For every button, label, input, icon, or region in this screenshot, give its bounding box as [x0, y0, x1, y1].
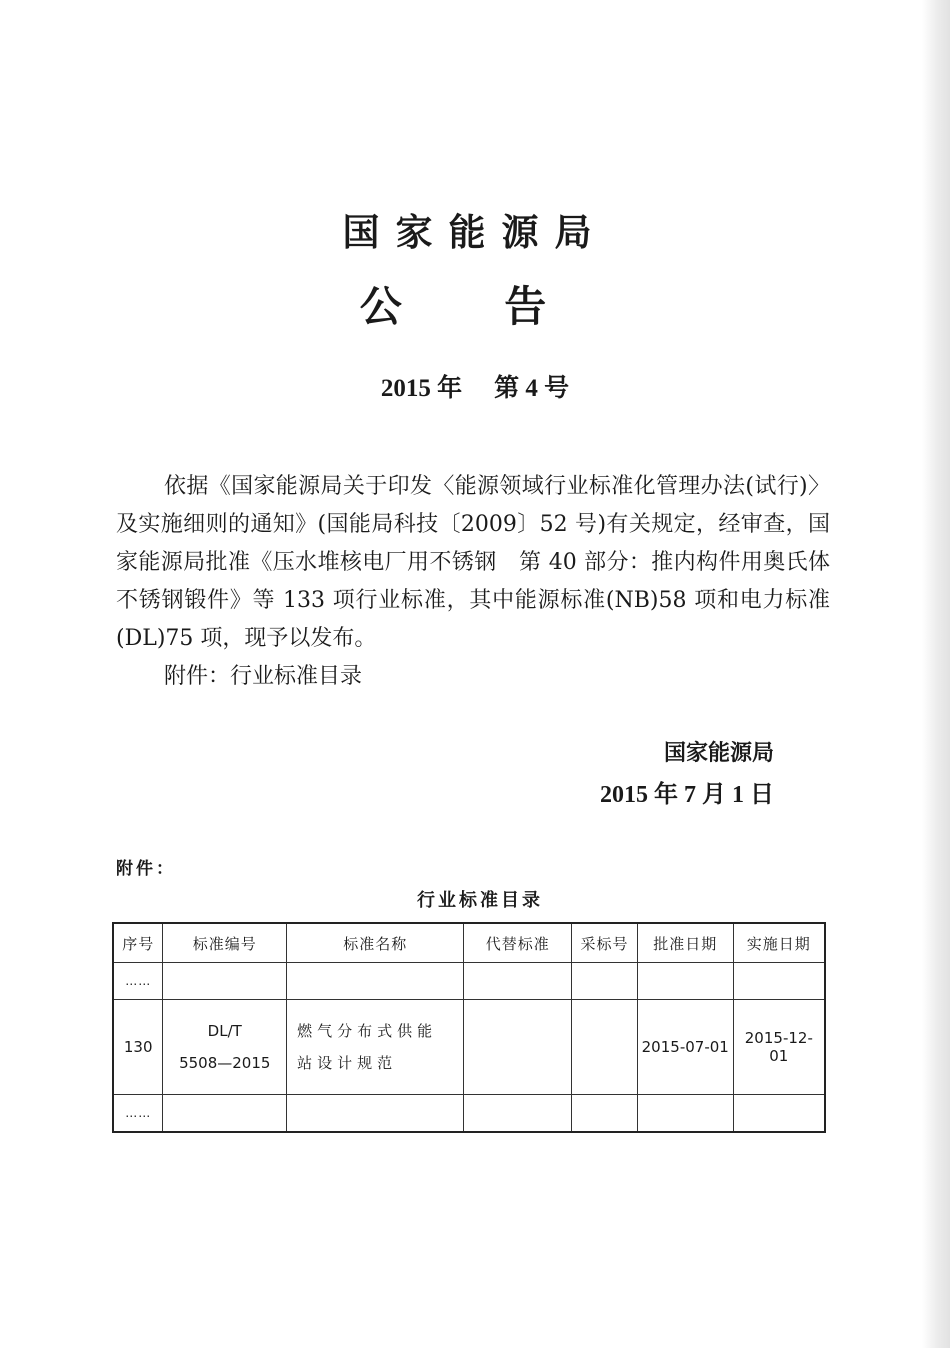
attachment-reference: 附件：行业标准目录: [164, 664, 363, 689]
document-number: [0, 368, 950, 404]
column-header: 标准编号: [163, 923, 287, 963]
document-issue-number: 第 4 号: [494, 375, 570, 402]
table-row: [113, 1000, 825, 1095]
standard-name-line1: 燃气分布式供能: [297, 1022, 438, 1040]
column-header: 采标号: [572, 923, 638, 963]
ellipsis-cell: ……: [113, 1095, 163, 1133]
column-header: 批准日期: [637, 923, 733, 963]
announcement-paragraph: 依据《国家能源局关于印发〈能源领域行业标准化管理办法(试行)〉及实施细则的通知》(国能局科技〔2009〕52 号)有关规定，经审查，国家能源局批准《压水堆核电厂用不锈钢 第 40 部分：推内构件用奥氏体不锈钢锻件》等 133 项行业标准，其中能源标准(NB)58 项和电力标准(DL)75 项，现予以发布。: [116, 474, 830, 651]
standard-name-line2: 站设计规范: [297, 1054, 398, 1072]
standard-code-prefix: DL/T: [207, 1022, 242, 1040]
column-header: 序号: [113, 923, 163, 963]
document-type-title: 公 告: [359, 282, 591, 331]
column-header: 代替标准: [464, 923, 572, 963]
replaces-cell: [464, 1000, 572, 1095]
announcement-body: [116, 468, 830, 696]
attachment-label: 附件：: [116, 859, 176, 879]
document-year: 2015 年: [380, 375, 463, 402]
adopted-cell: [572, 1000, 638, 1095]
ellipsis-cell: ……: [113, 963, 163, 1000]
signature-date: 2015 年 7 月 1 日: [600, 782, 774, 808]
standard-code-cell: [163, 1000, 287, 1095]
table-row-ellipsis: [113, 1095, 825, 1133]
standard-code-number: 5508—2015: [179, 1054, 271, 1072]
issuing-org-title: 国家能源局: [342, 211, 608, 254]
signature-issuer: 国家能源局: [663, 741, 774, 766]
column-header: 实施日期: [733, 923, 825, 963]
table-row-ellipsis: [113, 963, 825, 1000]
standard-name-cell: [287, 1000, 464, 1095]
table-title: 行业标准目录: [417, 890, 543, 911]
effective-date-cell: 2015-12-01: [733, 1000, 825, 1095]
approval-date-cell: 2015-07-01: [637, 1000, 733, 1095]
table-header-row: [113, 923, 825, 963]
column-header: 标准名称: [287, 923, 464, 963]
row-number-cell: 130: [113, 1000, 163, 1095]
standards-table: [112, 922, 826, 1133]
